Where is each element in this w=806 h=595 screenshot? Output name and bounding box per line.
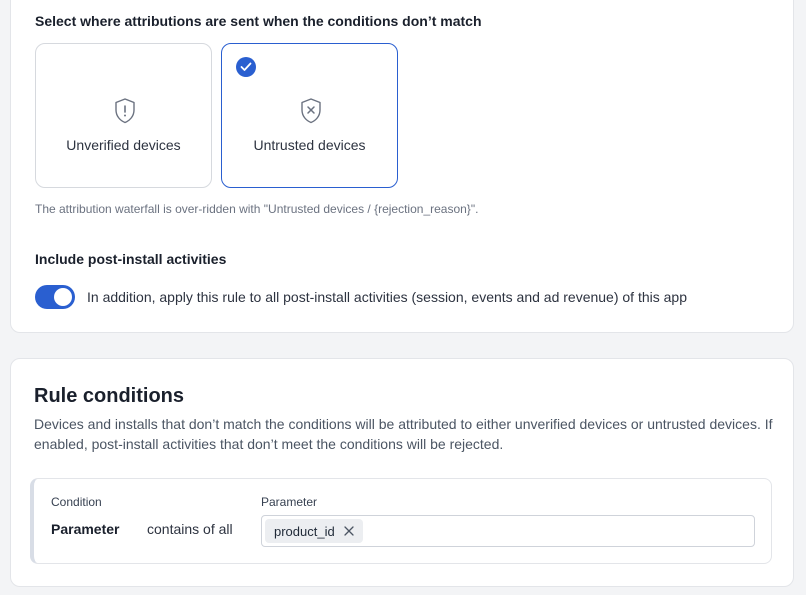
- parameter-header: Parameter: [261, 495, 318, 509]
- shield-x-icon: [299, 97, 323, 125]
- option-label: Unverified devices: [66, 137, 181, 153]
- option-label: Untrusted devices: [253, 137, 366, 153]
- remove-tag-icon[interactable]: [344, 526, 354, 536]
- waterfall-hint: The attribution waterfall is over-ridden with "Untrusted devices / {rejection_reason}".: [35, 202, 479, 216]
- post-install-toggle[interactable]: [35, 285, 75, 309]
- post-install-toggle-label: In addition, apply this rule to all post-install activities (session, events and ad revenue) of this app: [87, 289, 687, 305]
- condition-name: Parameter: [51, 521, 120, 537]
- parameter-tag: [265, 519, 363, 543]
- rule-conditions-title: Rule conditions: [34, 385, 184, 407]
- toggle-knob: [54, 288, 72, 306]
- destination-heading: Select where attributions are sent when the conditions don’t match: [35, 13, 482, 29]
- post-install-heading: Include post-install activities: [35, 251, 227, 267]
- condition-operator[interactable]: contains of all: [147, 521, 233, 537]
- parameter-tag-label: product_id: [274, 523, 335, 539]
- condition-header: Condition: [51, 495, 102, 509]
- parameter-values-input[interactable]: [261, 515, 755, 547]
- option-unverified-devices[interactable]: [35, 43, 212, 188]
- checkmark-icon: [236, 57, 256, 77]
- rule-conditions-description: Devices and installs that don’t match the conditions will be attributed to either unverified devices or untrusted devices. If enabled, post-install activities that don’t meet the conditions will be rejected.: [34, 416, 773, 452]
- shield-alert-icon: [113, 97, 137, 125]
- option-untrusted-devices[interactable]: [221, 43, 398, 188]
